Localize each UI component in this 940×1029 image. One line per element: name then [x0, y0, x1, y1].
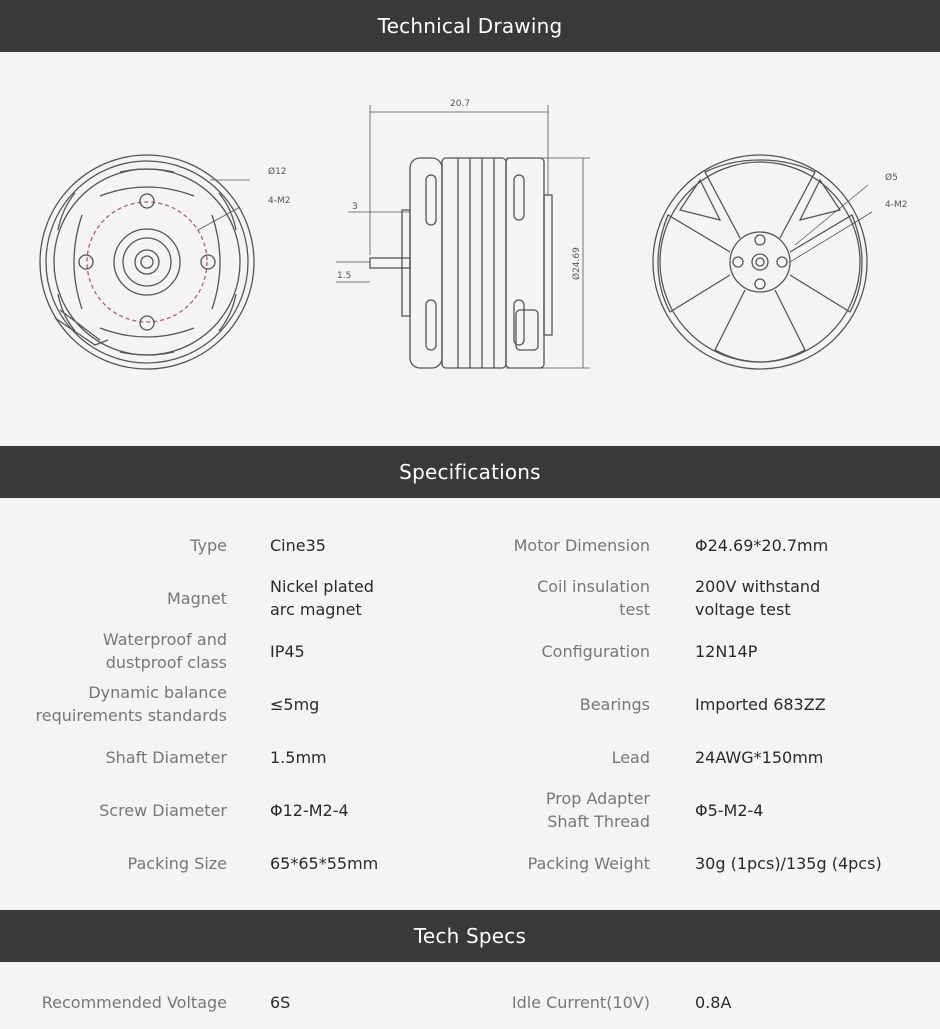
side-three-label: 3	[352, 202, 358, 212]
front-dia-label: Ø12	[268, 167, 287, 177]
spec-label	[430, 575, 650, 621]
spec-label	[7, 628, 227, 674]
spec-label-line: test	[619, 600, 650, 619]
spec-value-line: voltage test	[695, 600, 791, 619]
spec-label-line: Waterproof and	[102, 630, 227, 649]
spec-label	[7, 746, 227, 769]
spec-value	[695, 534, 935, 557]
spec-value-line: 0.8A	[695, 992, 732, 1012]
tech-specs-title: Tech Specs	[413, 924, 527, 948]
spec-value	[695, 746, 935, 769]
spec-label	[430, 534, 650, 557]
spec-label-line: Packing Weight	[527, 853, 650, 873]
spec-value-line: 200V withstand	[695, 577, 821, 596]
spec-label-line: Shaft Diameter	[105, 747, 227, 767]
spec-value-line: Cine35	[270, 535, 326, 555]
spec-label-line: requirements standards	[35, 706, 227, 725]
spec-value-line: arc magnet	[270, 600, 362, 619]
front-screw-label: 4-M2	[268, 196, 291, 206]
back-screw-label: 4-M2	[885, 200, 908, 210]
spec-value-line: Φ24.69*20.7mm	[695, 535, 829, 555]
spec-label-line: Idle Current(10V)	[511, 992, 650, 1012]
spec-label	[430, 991, 650, 1014]
spec-value	[695, 991, 935, 1014]
spec-label-line: Magnet	[166, 588, 227, 608]
spec-value-line: 65*65*55mm	[270, 853, 379, 873]
spec-value-line: Nickel plated	[270, 577, 374, 596]
spec-label-line: Configuration	[541, 641, 650, 661]
spec-label-line: Type	[190, 535, 227, 555]
spec-label	[430, 693, 650, 716]
spec-value	[695, 693, 935, 716]
side-length-label: 20.7	[450, 99, 471, 109]
spec-label	[7, 681, 227, 727]
spec-label	[430, 852, 650, 875]
spec-label-line: Bearings	[579, 694, 650, 714]
specifications-title: Specifications	[399, 460, 541, 484]
spec-value-line: 30g (1pcs)/135g (4pcs)	[695, 853, 882, 873]
spec-value-line: Φ5-M2-4	[695, 800, 764, 820]
spec-value-line: 24AWG*150mm	[695, 747, 824, 767]
spec-label-line: dustproof class	[105, 653, 227, 672]
back-view-drawing	[653, 155, 867, 369]
spec-value-line: 1.5mm	[270, 747, 327, 767]
spec-label	[430, 640, 650, 663]
technical-drawing-area	[0, 52, 940, 446]
spec-value-line: 12N14P	[695, 641, 758, 661]
spec-label-line: Prop Adapter	[545, 789, 650, 808]
spec-value-line: ≤5mg	[270, 694, 320, 714]
technical-drawing-header	[0, 0, 940, 52]
side-view-drawing	[370, 158, 552, 368]
back-dia-label: Ø5	[885, 173, 898, 183]
side-dia-label: Ø24.69	[572, 247, 582, 280]
spec-label-line: Dynamic balance	[88, 683, 227, 702]
spec-value	[695, 575, 935, 621]
spec-value-line: Imported 683ZZ	[695, 694, 826, 714]
spec-label-line: Screw Diameter	[99, 800, 227, 820]
spec-label-line: Lead	[611, 747, 650, 767]
spec-label	[7, 991, 227, 1014]
spec-label-line: Motor Dimension	[513, 535, 650, 555]
spec-label-line: Shaft Thread	[547, 812, 650, 831]
technical-drawing-title: Technical Drawing	[377, 14, 563, 38]
spec-value	[695, 799, 935, 822]
spec-label	[430, 746, 650, 769]
spec-label	[7, 799, 227, 822]
spec-label	[7, 852, 227, 875]
spec-value-line: Φ12-M2-4	[270, 800, 349, 820]
front-view-drawing	[40, 155, 254, 369]
spec-label	[430, 787, 650, 833]
spec-label	[7, 587, 227, 610]
spec-label-line: Coil insulation	[537, 577, 650, 596]
tech-specs-header	[0, 910, 940, 962]
spec-value	[695, 640, 935, 663]
spec-label-line: Recommended Voltage	[41, 992, 227, 1012]
spec-label-line: Packing Size	[127, 853, 227, 873]
spec-value	[695, 852, 935, 875]
spec-value-line: 6S	[270, 992, 291, 1012]
spec-value-line: IP45	[270, 641, 305, 661]
specifications-header	[0, 446, 940, 498]
spec-label	[7, 534, 227, 557]
motor-technical-drawing	[0, 52, 940, 446]
side-shaft-label: 1.5	[337, 271, 352, 281]
